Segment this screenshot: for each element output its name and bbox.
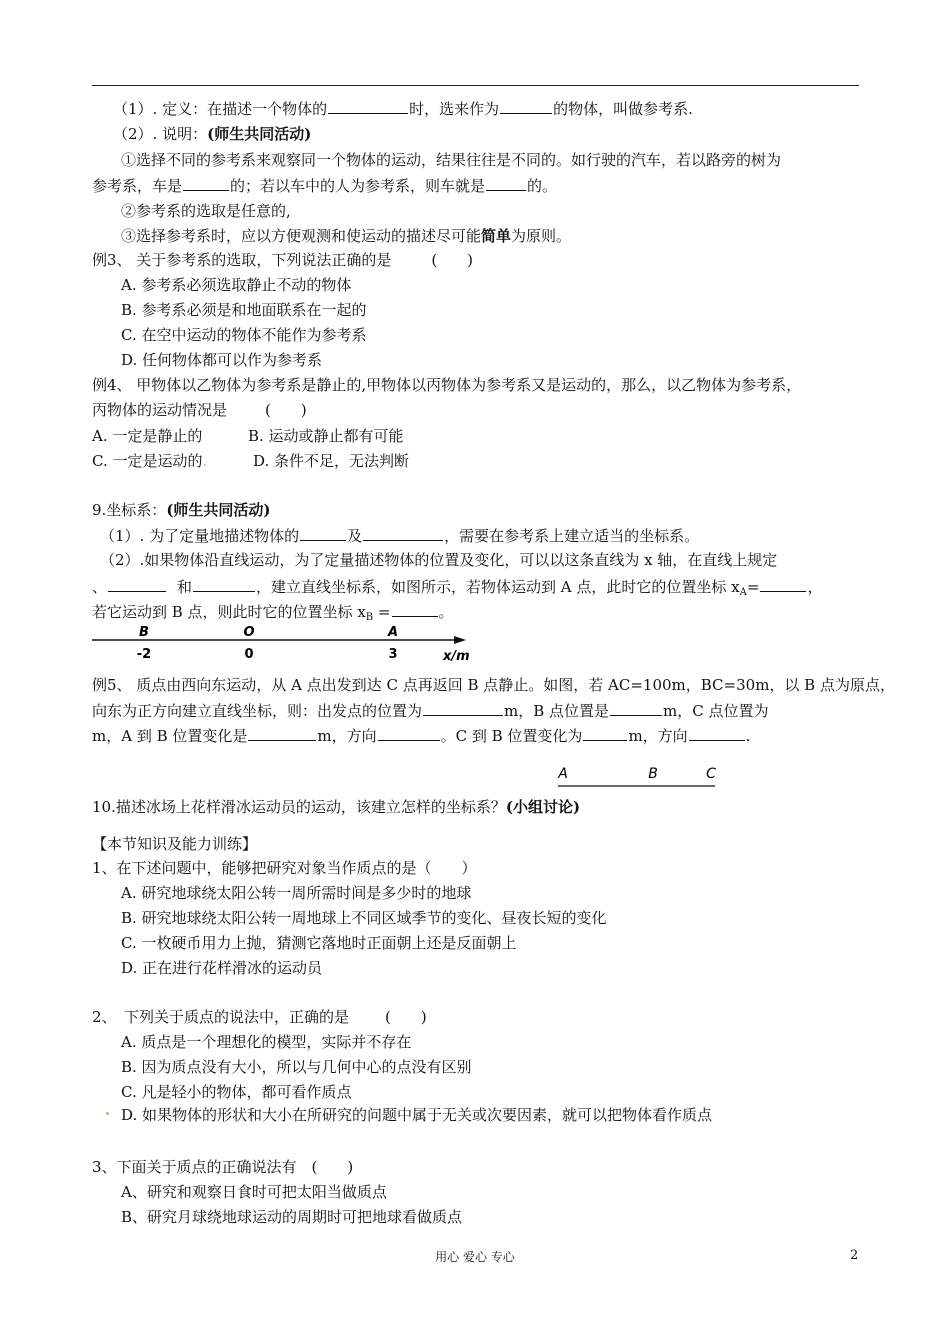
- example-4-option-b: B. 运动或静止都有可能: [248, 427, 404, 445]
- seg-point-c: C: [706, 766, 716, 782]
- example-3-question: 例3、 关于参考系的选取，下列说法正确的是 ( ): [92, 251, 474, 269]
- question-1-option-a: A. 研究地球绕太阳公转一周所需时间是多少时的地球: [121, 884, 472, 902]
- section-9-title: 9.坐标系：(师生共同活动): [92, 501, 271, 519]
- point-o-value: 0: [244, 647, 254, 662]
- point-b-label: B: [139, 625, 149, 640]
- question-2-option-c: C. 凡是轻小的物体，都可看作质点: [121, 1083, 352, 1101]
- point-a-value: 3: [388, 647, 398, 662]
- question-1: 1、在下述问题中，能够把研究对象当作质点的是（ ）: [92, 859, 477, 877]
- blank: [300, 525, 346, 541]
- example-3-option-d: D. 任何物体都可以作为参考系: [121, 351, 323, 369]
- note-3: ③选择参考系时，应以方便观测和使运动的描述尽可能简单为原则。: [121, 227, 572, 245]
- example-4-question: 例4、 甲物体以乙物体为参考系是静止的,甲物体以丙物体为参考系又是运动的，那么，以乙物体为参考系，: [92, 376, 802, 394]
- point-a-label: A: [387, 625, 399, 640]
- note-2: ②参考系的选取是任意的,: [121, 202, 291, 220]
- page-number: 2: [850, 1248, 859, 1263]
- example-4-option-d: D. 条件不足，无法判断: [253, 452, 410, 470]
- blank: [689, 725, 745, 741]
- note-heading: （2）. 说明：(师生共同活动): [113, 125, 312, 143]
- blank: [108, 576, 166, 592]
- blank: [500, 98, 552, 114]
- blank: [193, 576, 255, 592]
- section-9-line-4: 若它运动到 B 点，则此时它的位置坐标 $x_B$ = 。: [92, 603, 454, 623]
- question-2: 2、 下列关于质点的说法中，正确的是 ( ): [92, 1008, 427, 1026]
- question-2-option-d: D. 如果物体的形状和大小在所研究的问题中属于无关或次要因素，就可以把物体看作质点: [121, 1106, 713, 1124]
- section-9-line-2: （2）.如果物体沿直线运动，为了定量描述物体的位置及变化，可以以这条直线为 x 轴，在直线上规定: [100, 551, 778, 569]
- question-1-option-d: D. 正在进行花样滑冰的运动员: [121, 959, 323, 977]
- blank: [183, 175, 229, 191]
- question-1-option-c: C. 一枚硬币用力上抛，猜测它落地时正面朝上还是反面朝上: [121, 934, 517, 952]
- blank: [760, 576, 806, 592]
- question-2-option-b: B. 因为质点没有大小，所以与几何中心的点没有区别: [121, 1058, 472, 1076]
- question-2-option-a: A. 质点是一个理想化的模型，实际并不存在: [121, 1033, 412, 1051]
- note-1-line-1: ①选择不同的参考系来观察同一个物体的运动，结果往往是不同的。如行驶的汽车，若以路旁的树为: [121, 151, 782, 169]
- question-3: 3、下面关于质点的正确说法有 ( ): [92, 1158, 354, 1176]
- question-3-option-b: B、研究月球绕地球运动的周期时可把地球看做质点: [121, 1208, 463, 1226]
- example-4-option-c: C. 一定是运动的.: [92, 452, 208, 470]
- example-5-line-3: m，A 到 B 位置变化是 m，方向 。C 到 B 位置变化为 m，方向 .: [92, 727, 751, 745]
- example-5-line-1: 例5、 质点由西向东运动，从 A 点出发到达 C 点再返回 B 点静止。如图，若 AC=100m，BC=30m，以 B 点为原点，: [92, 676, 895, 694]
- blank: [248, 725, 316, 741]
- marker-dot: [106, 1112, 109, 1115]
- point-b-value: -2: [136, 647, 152, 662]
- section-9-line-3: 、 和 ，建立直线坐标系，如图所示，若物体运动到 A 点，此时它的位置坐标 $x_A=$ ，: [92, 578, 823, 598]
- axis-arrow: [454, 636, 466, 644]
- example-4-option-a: A. 一定是静止的: [92, 427, 203, 445]
- blank: [583, 725, 627, 741]
- example-5-line-2: 向东为正方向建立直线坐标，则：出发点的位置为 m，B 点位置是 m，C 点位置为: [92, 702, 769, 720]
- segment-figure: [555, 762, 725, 794]
- question-3-option-a: A、研究和观察日食时可把太阳当做质点: [121, 1183, 387, 1201]
- seg-point-a: A: [558, 766, 568, 782]
- note-1-line-2: 参考系，车是 的；若以车中的人为参考系，则车就是 的。: [92, 177, 558, 195]
- blank: [392, 601, 438, 617]
- example-4-question-cont: 丙物体的运动情况是 ( ): [92, 401, 307, 419]
- blank: [486, 175, 526, 191]
- section-9-line-1: （1）. 为了定量地描述物体的 及 ，需要在参考系上建立适当的坐标系。: [100, 527, 700, 545]
- page-footer: 用心 爱心 专心: [435, 1250, 515, 1264]
- seg-point-b: B: [648, 766, 658, 782]
- question-1-option-b: B. 研究地球绕太阳公转一周地球上不同区域季节的变化、昼夜长短的变化: [121, 909, 607, 927]
- blank: [378, 725, 440, 741]
- blank: [328, 98, 408, 114]
- header-rule: [92, 85, 859, 86]
- definition-line: （1）. 定义：在描述一个物体的 时，选来作为 的物体，叫做参考系.: [113, 100, 693, 118]
- example-3-option-b: B. 参考系必须是和地面联系在一起的: [121, 301, 367, 319]
- example-3-option-c: C. 在空中运动的物体不能作为参考系: [121, 326, 367, 344]
- example-3-option-a: A. 参考系必须选取静止不动的物体: [121, 276, 352, 294]
- blank: [363, 525, 443, 541]
- section-heading: 【本节知识及能力训练】: [92, 835, 258, 853]
- section-10: 10.描述冰场上花样滑冰运动员的运动，该建立怎样的坐标系？(小组讨论): [92, 798, 581, 816]
- number-line-figure: [88, 620, 488, 668]
- point-o-label: O: [243, 625, 255, 640]
- blank: [610, 700, 662, 716]
- axis-unit: x/m: [443, 649, 470, 664]
- blank: [423, 700, 503, 716]
